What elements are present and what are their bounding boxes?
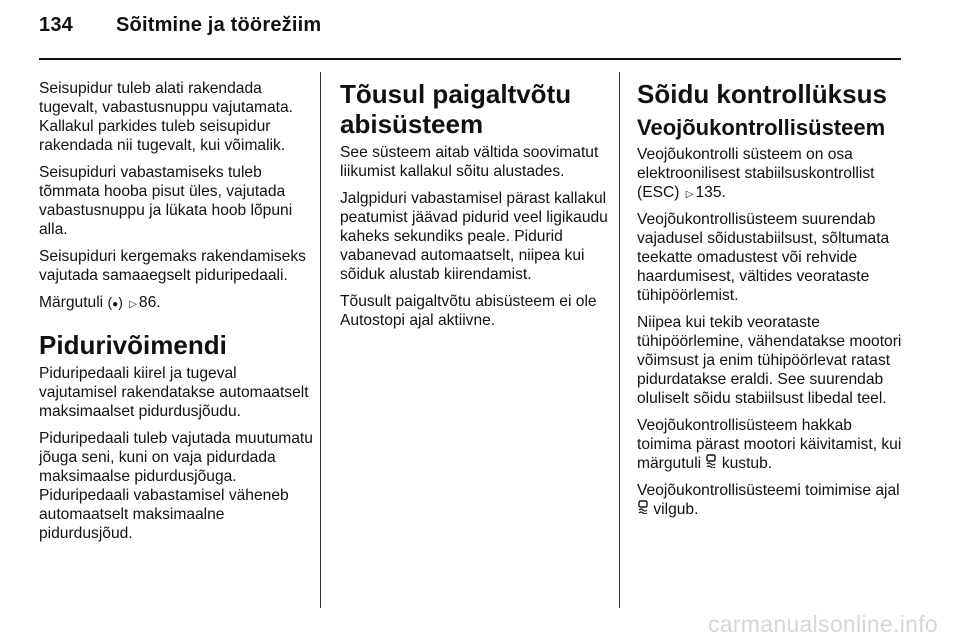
page-number: 134 [39,14,73,36]
paragraph [637,416,905,473]
traction-control-icon [705,454,717,468]
column-middle [340,79,610,338]
paragraph: Piduripedaali kiirel ja tugeval vajutamisel rakendatakse automaatselt maksimaalset pidurdusjõudu. [39,365,309,420]
paragraph: Tõusult paigaltvõtu abisüsteem ei ole Autostopi ajal aktiivne. [340,293,597,329]
paragraph-text: kustub. [721,455,773,472]
traction-control-icon [637,500,649,514]
paragraph [637,481,905,519]
section-heading: Sõidu kontrollüksus [637,79,887,109]
page-reference[interactable]: 86. [138,294,161,311]
column-right [637,79,905,527]
column-left [39,79,314,551]
reference-triangle-icon: ▷ [685,189,694,200]
reference-triangle-icon: ▷ [129,299,137,310]
page-reference[interactable]: 135. [695,184,726,201]
paragraph: Seisupiduri vabastamiseks tuleb tõmmata hooba pisut üles, vajutada vabastusnuppu ja lükata hoob lõpuni alla. [39,164,293,238]
paragraph: See süsteem aitab vältida soovimatut liikumist kallakul sõitu alustades. [340,144,599,180]
watermark: carmanualsonline.info [707,611,938,637]
paragraph: Niipea kui tekib veorataste tühipöörlemine, vähendatakse mootori võimsust ja enim tühipöörlevat ratast pidurdatakse eraldi. See suurendab oluliselt sõidu stabiilsust libedal teel. [637,314,902,407]
paragraph: Veojõukontrollisüsteem suurendab vajadusel sõidustabiilsust, sõltumata teekatte omadustest või rehvide haardumisest, vältides veorataste tühipöörlemist. [637,211,890,304]
paragraph: Jalgpiduri vabastamisel pärast kallakul peatumist jäävad pidurid veel ligikaudu kaheks sekundiks peale. Pidurid vabanevad automaatselt, niipea kui sõiduk alustab kiirendamist. [340,190,608,283]
section-heading: Tõusul paigaltvõtu abisüsteem [340,79,572,139]
section-heading: Pidurivõimendi [39,330,227,360]
paragraph-text: vilgub. [653,501,699,518]
page-title: Sõitmine ja töörežiim [116,14,322,36]
paragraph: Seisupidur tuleb alati rakendada tugevalt, vabastusnuppu vajutamata. Kallakul parkides tuleb seisupidur rakendada nii tugevalt, kui võimalik. [39,80,293,154]
paragraph-text: Märgutuli [39,294,104,311]
paragraph: Seisupiduri kergemaks rakendamiseks vajutada samaaegselt piduripedaali. [39,248,306,284]
header-rule [39,58,901,60]
paragraph-text: Veojõukontrollisüsteemi toimimise ajal [637,482,900,499]
paragraph [637,145,905,202]
paragraph [39,293,314,312]
brake-warning-icon: (●) [107,294,123,310]
paragraph: Piduripedaali tuleb vajutada muutumatu jõuga seni, kuni on vaja pidurdada maksimaalse pidurdusjõuga. Piduripedaali vabastamisel väheneb automaatselt maksimaalne pidurdusjõud. [39,430,313,542]
subsection-heading: Veojõukontrollisüsteem [637,115,886,140]
column-divider [619,72,620,608]
page-header [39,14,321,37]
column-divider [320,72,321,608]
paragraph-text: Veojõukontrollisüsteem hakkab toimima pärast mootori käivitamist, kui märgutuli [637,417,902,472]
paragraph-text: Veojõukontrolli süsteem on osa elektroonilisest stabiilsuskontrollist (ESC) [637,146,875,201]
